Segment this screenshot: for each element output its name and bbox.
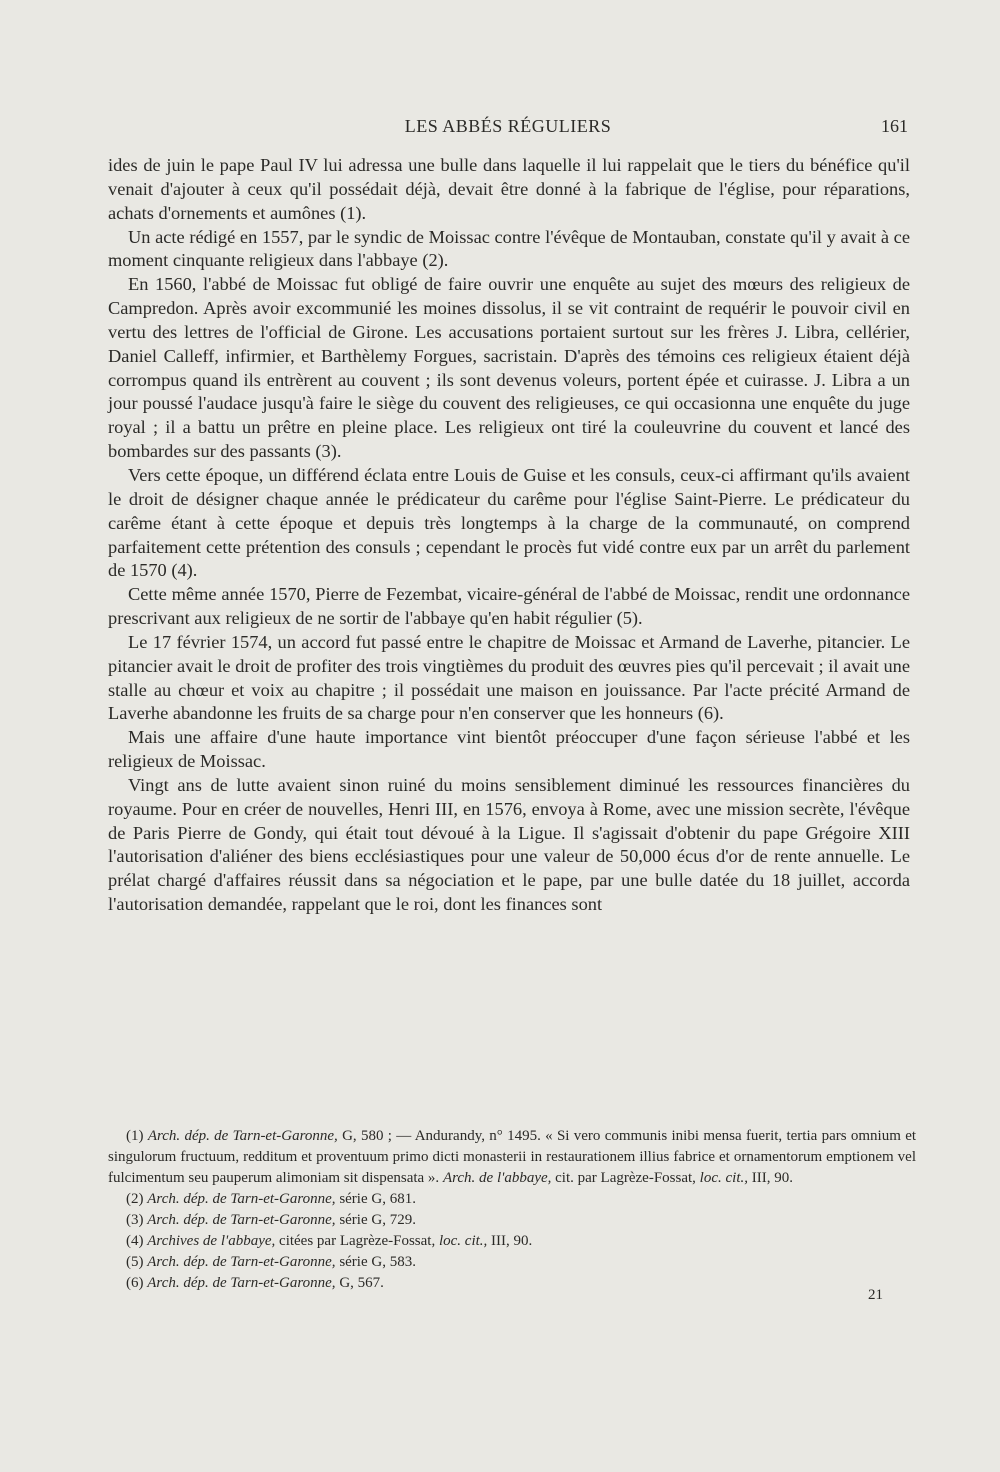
page-header <box>108 116 908 140</box>
footnote-text: G, 580 ; — Andurandy, n° 1495. « Si vero communis inibi mensa fuerit, tertia pars omnium et singulorum fructuum, redditum et proventuum primo dicti monasterii in restaurationem illius fabrice et ornamentorum emptionem vel fulcimentum seu pauperum alimoniam sit dispensata ». <box>108 1128 917 1186</box>
footnote-text: série G, 729. <box>339 1212 416 1228</box>
footnote <box>108 1189 916 1210</box>
footnote-text: G, 567. <box>339 1275 384 1291</box>
footnote-text: cit. par Lagrèze-Fossat, <box>551 1170 700 1186</box>
footnote-reference: loc. cit., <box>438 1233 488 1249</box>
footnotes <box>108 1126 916 1294</box>
paragraph: Vers cette époque, un différend éclata entre Louis de Guise et les consuls, ceux-ci affirmant qu'ils avaient le droit de désigner chaque année le prédicateur du carême pour l'église Saint-Pierre. Le prédicateur du carême étant à cette époque et depuis très longtemps à la charge de la communauté, on comprend parfaitement cette prétention des consuls ; cependant le procès fut vidé contre eux par un arrêt du parlement de 1570 (4). <box>108 464 910 581</box>
paragraph: Vingt ans de lutte avaient sinon ruiné du moins sensiblement diminué les ressources financières du royaume. Pour en créer de nouvelles, Henri III, en 1576, envoya à Rome, avec une mission secrète, l'évêque de Paris Pierre de Gondy, qui était tout dévoué à la Ligue. Il s'agissait d'obtenir du pape Grégoire XIII l'autorisation d'aliéner des biens ecclésiastiques pour une valeur de 50,000 écus d'or de rente annuelle. Le prélat chargé d'affaires réussit dans sa négociation et le pape, par une bulle datée du 18 juillet, accorda l'autorisation demandée, rappelant que le roi, dont les finances sont <box>108 774 910 915</box>
footnote-text: III, 90. <box>487 1233 533 1249</box>
footnote-number: (5) <box>126 1254 144 1270</box>
footnote-reference: Arch. dép. de Tarn-et-Garonne, <box>147 1275 336 1291</box>
running-title: LES ABBÉS RÉGULIERS <box>404 116 612 136</box>
footnote-reference: loc. cit., <box>699 1170 748 1186</box>
footnote-text: citées par Lagrèze-Fossat, <box>279 1233 439 1249</box>
footnote-text: série G, 583. <box>339 1254 416 1270</box>
footnote-number: (1) <box>126 1128 144 1144</box>
footnote-number: (6) <box>126 1275 144 1291</box>
paragraph: Le 17 février 1574, un accord fut passé entre le chapitre de Moissac et Armand de Laverhe, pitancier. Le pitancier avait le droit de profiter des trois vingtièmes du produit des œuvres pies qu'il percevait ; il avait une stalle au chœur et voix au chapitre ; il possédait une maison en jouissance. Par l'acte précité Armand de Laverhe abandonne les fruits de sa charge pour n'en conserver que les honneurs (6). <box>108 631 910 724</box>
paragraph: Un acte rédigé en 1557, par le syndic de Moissac contre l'évêque de Montauban, constate qu'il y avait à ce moment cinquante religieux dans l'abbaye (2). <box>108 226 910 271</box>
footnote <box>108 1273 916 1294</box>
paragraph: ides de juin le pape Paul IV lui adressa une bulle dans laquelle il lui rappelait que le tiers du bénéfice qu'il venait d'ajouter à ceux qu'il possédait déjà, devait être donné à la fabrique de l'église, pour réparations, achats d'ornements et aumônes (1). <box>108 155 910 223</box>
footnote <box>108 1210 916 1231</box>
footnote-reference: Arch. dép. de Tarn-et-Garonne, <box>147 1128 338 1144</box>
footnote <box>108 1126 916 1189</box>
footnote-reference: Archives de l'abbaye, <box>147 1233 276 1249</box>
footnote-reference: Arch. dép. de Tarn-et-Garonne, <box>147 1191 336 1207</box>
signature-mark: 21 <box>868 1287 883 1303</box>
footnote-text: III, 90. <box>748 1170 793 1186</box>
page-number: 161 <box>881 116 908 136</box>
paragraph: En 1560, l'abbé de Moissac fut obligé de faire ouvrir une enquête au sujet des mœurs des religieux de Campredon. Après avoir excommunié les moines dissolus, il se vit contraint de requérir le pouvoir civil en vertu des lettres de l'official de Girone. Les accusations portaient surtout sur les frères J. Libra, cellérier, Daniel Calleff, infirmier, et Barthèlemy Forgues, sacristain. D'après des témoins ces religieux étaient déjà corrompus quand ils entrèrent au couvent ; ils sont devenus voleurs, portent épée et cuirasse. J. Libra a un jour poussé l'audace jusqu'à faire le siège du couvent des religieuses, ce qui occasionna une enquête du juge royal ; il a battu un prêtre en pleine place. Les religieux ont tiré la couleuvrine du couvent et lancé des bombardes sur des passants (3). <box>108 274 910 462</box>
paragraph: Mais une affaire d'une haute importance vint bientôt préoccuper d'une façon sérieuse l'abbé et les religieux de Moissac. <box>108 727 910 772</box>
footnote-number: (3) <box>126 1212 144 1228</box>
footnote-number: (2) <box>126 1191 144 1207</box>
footnote-text: série G, 681. <box>339 1191 416 1207</box>
footnote-number: (4) <box>126 1233 144 1249</box>
footnote <box>108 1252 916 1273</box>
body-text <box>108 154 910 917</box>
footnote <box>108 1231 916 1252</box>
footnote-reference: Arch. dép. de Tarn-et-Garonne, <box>147 1254 336 1270</box>
paragraph: Cette même année 1570, Pierre de Fezembat, vicaire-général de l'abbé de Moissac, rendit une ordonnance prescrivant aux religieux de ne sortir de l'abbaye qu'en habit régulier (5). <box>108 584 910 629</box>
footnote-reference: Arch. de l'abbaye, <box>442 1170 552 1186</box>
footnote-reference: Arch. dép. de Tarn-et-Garonne, <box>147 1212 336 1228</box>
